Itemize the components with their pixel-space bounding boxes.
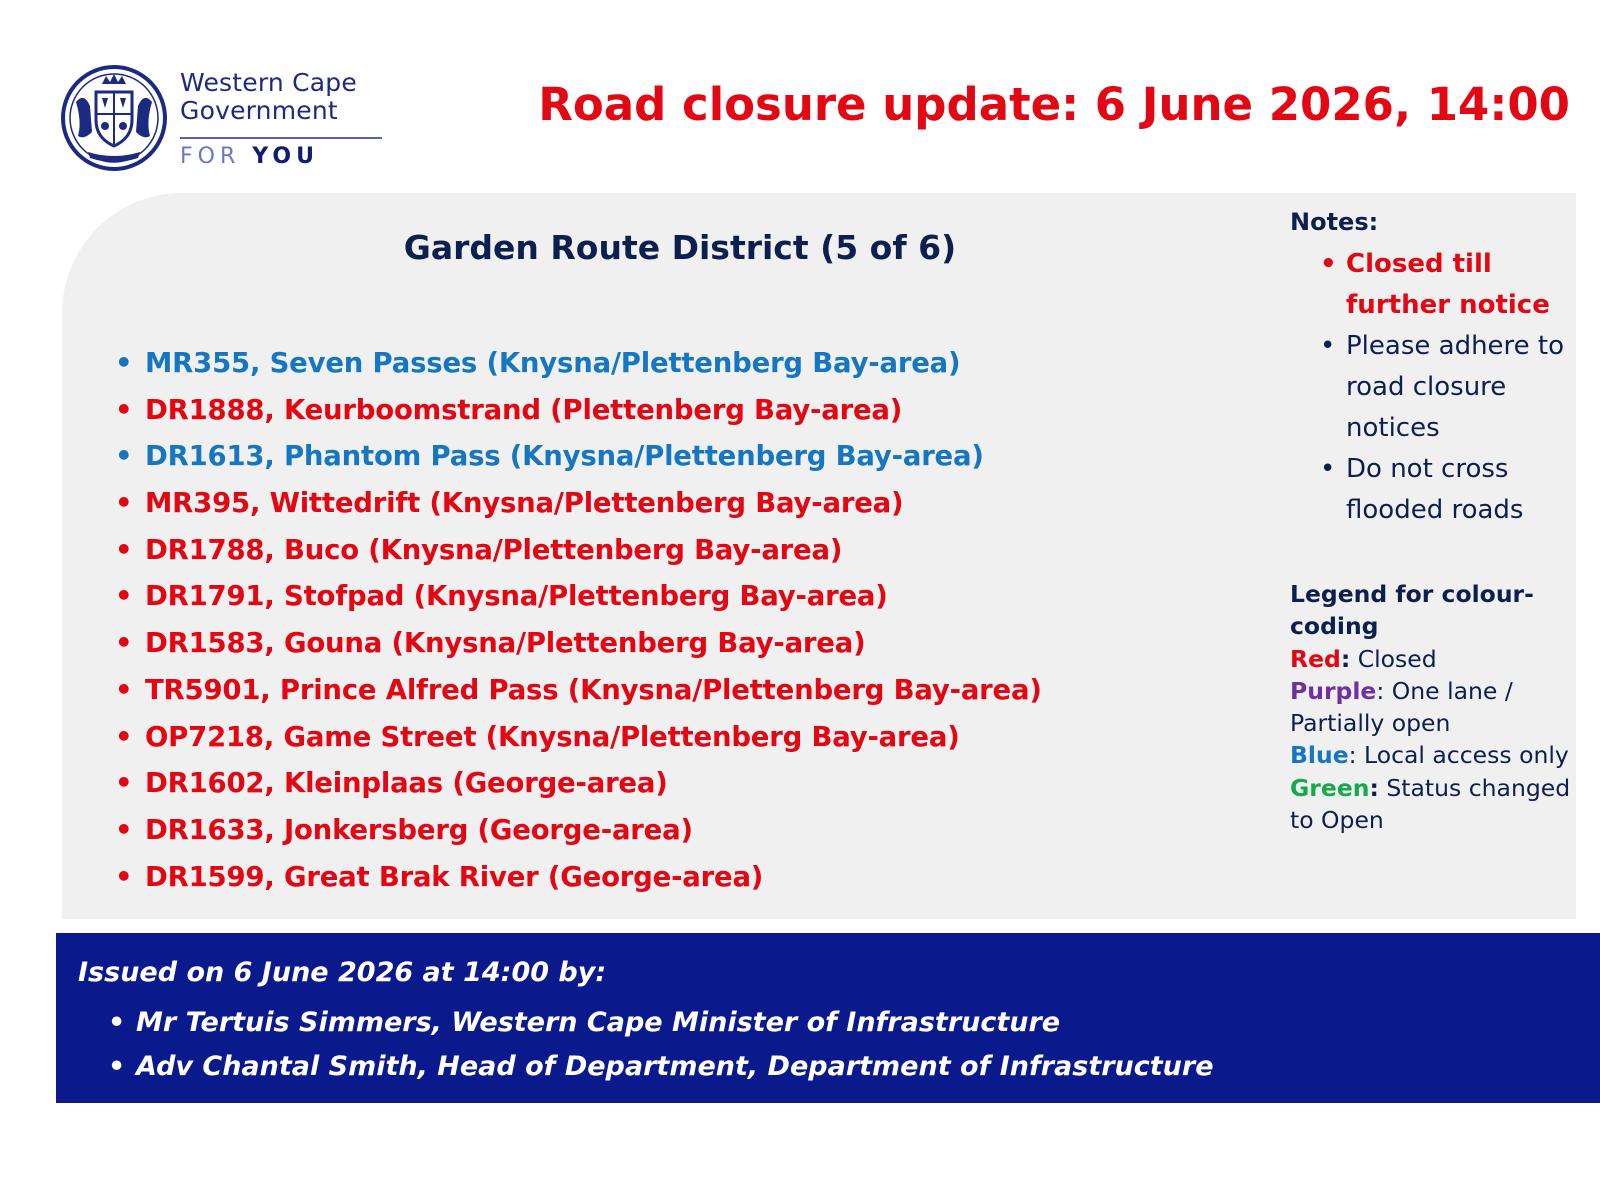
road-label: DR1599, Great Brak River (George-area)	[145, 860, 764, 893]
issuer-list	[108, 1001, 1214, 1089]
issued-statement: Issued on 6 June 2026 at 14:00 by:	[78, 957, 607, 988]
bullet-icon: •	[115, 767, 133, 800]
note-text: Closed till further notice	[1346, 249, 1550, 320]
note-text: Do not cross flooded roads	[1346, 454, 1524, 525]
bullet-icon: •	[1320, 454, 1336, 484]
bullet-icon: •	[115, 393, 133, 426]
road-item	[115, 807, 1042, 854]
legend-sep: :	[1348, 741, 1357, 770]
road-item	[115, 527, 1042, 574]
road-item	[115, 340, 1042, 387]
legend-section	[1290, 578, 1580, 836]
page-title: Road closure update: 6 June 2026, 14:00	[538, 78, 1570, 131]
bullet-icon: •	[108, 1007, 126, 1038]
bullet-icon: •	[115, 347, 133, 379]
issuer-name: Adv Chantal Smith, Head of Department, Department of Infrastructure	[136, 1051, 1214, 1082]
road-item	[115, 573, 1042, 620]
note-text: Please adhere to road closure notices	[1346, 331, 1565, 443]
road-item	[115, 714, 1042, 761]
issuer-item	[108, 1045, 1214, 1089]
note-item	[1290, 244, 1580, 326]
road-label: DR1602, Kleinplaas (George-area)	[145, 767, 668, 800]
tagline-you: YOU	[252, 144, 319, 169]
road-item	[115, 480, 1042, 527]
legend-heading: Legend for colour-coding	[1290, 580, 1534, 641]
issuer-name: Mr Tertuis Simmers, Western Cape Minister of Infrastructure	[136, 1007, 1061, 1038]
road-item	[115, 433, 1042, 480]
road-item	[115, 620, 1042, 667]
road-item	[115, 760, 1042, 807]
legend-item-green	[1290, 772, 1580, 837]
road-closure-list	[115, 340, 1042, 900]
bullet-icon: •	[115, 860, 133, 893]
logo-divider	[180, 137, 382, 139]
legend-item-blue	[1290, 739, 1580, 771]
district-title: Garden Route District (5 of 6)	[403, 228, 957, 267]
bullet-icon: •	[115, 627, 133, 660]
road-item	[115, 667, 1042, 714]
legend-sep: :	[1369, 773, 1379, 802]
note-item	[1290, 326, 1580, 449]
bullet-icon: •	[115, 533, 133, 566]
legend-key: Purple	[1290, 676, 1377, 705]
road-label: DR1633, Jonkersberg (George-area)	[145, 813, 693, 846]
road-item	[115, 854, 1042, 901]
road-label: DR1613, Phantom Pass (Knysna/Plettenberg Bay-area)	[145, 440, 984, 473]
legend-sep: :	[1340, 644, 1351, 673]
bullet-icon: •	[115, 440, 133, 473]
note-item	[1290, 449, 1580, 531]
road-label: DR1791, Stofpad (Knysna/Plettenberg Bay-area)	[145, 580, 888, 613]
coat-of-arms-icon	[58, 62, 170, 174]
bullet-icon: •	[1320, 249, 1337, 279]
bullet-icon: •	[108, 1051, 126, 1082]
legend-item-red	[1290, 643, 1580, 675]
legend-desc: Local access only	[1356, 741, 1569, 770]
notes-section	[1290, 208, 1580, 531]
legend-key: Blue	[1290, 741, 1349, 770]
logo-tagline	[180, 144, 319, 169]
road-label: MR395, Wittedrift (Knysna/Plettenberg Bay-area)	[145, 487, 904, 520]
issuer-item	[108, 1001, 1214, 1045]
legend-key: Green	[1290, 773, 1370, 802]
bullet-icon: •	[1320, 331, 1336, 361]
tagline-for: FOR	[180, 144, 241, 169]
road-label: DR1788, Buco (Knysna/Plettenberg Bay-area)	[145, 533, 843, 566]
road-label: DR1583, Gouna (Knysna/Plettenberg Bay-area)	[145, 627, 866, 660]
legend-desc: Status changed to Open	[1290, 773, 1571, 835]
logo-text-government: Government	[180, 96, 338, 125]
road-item	[115, 387, 1042, 434]
legend-item-purple	[1290, 675, 1580, 740]
road-label: DR1888, Keurboomstrand (Plettenberg Bay-area)	[145, 393, 903, 426]
road-label: OP7218, Game Street (Knysna/Plettenberg Bay-area)	[145, 720, 960, 753]
bullet-icon: •	[115, 813, 133, 846]
legend-key: Red	[1290, 644, 1341, 673]
bullet-icon: •	[115, 720, 133, 753]
issuer-footer	[56, 933, 1600, 1103]
legend-sep: :	[1376, 676, 1385, 705]
road-label: MR355, Seven Passes (Knysna/Plettenberg Bay-area)	[145, 347, 961, 379]
road-label: TR5901, Prince Alfred Pass (Knysna/Plettenberg Bay-area)	[145, 673, 1042, 706]
government-logo	[58, 58, 388, 178]
legend-desc: One lane / Partially open	[1290, 676, 1513, 738]
notes-list	[1290, 244, 1580, 531]
notes-heading: Notes:	[1290, 208, 1379, 236]
bullet-icon: •	[115, 580, 133, 613]
logo-text-western-cape: Western Cape	[180, 68, 357, 97]
legend-desc: Closed	[1350, 644, 1437, 673]
bullet-icon: •	[115, 673, 133, 706]
bullet-icon: •	[115, 487, 133, 520]
